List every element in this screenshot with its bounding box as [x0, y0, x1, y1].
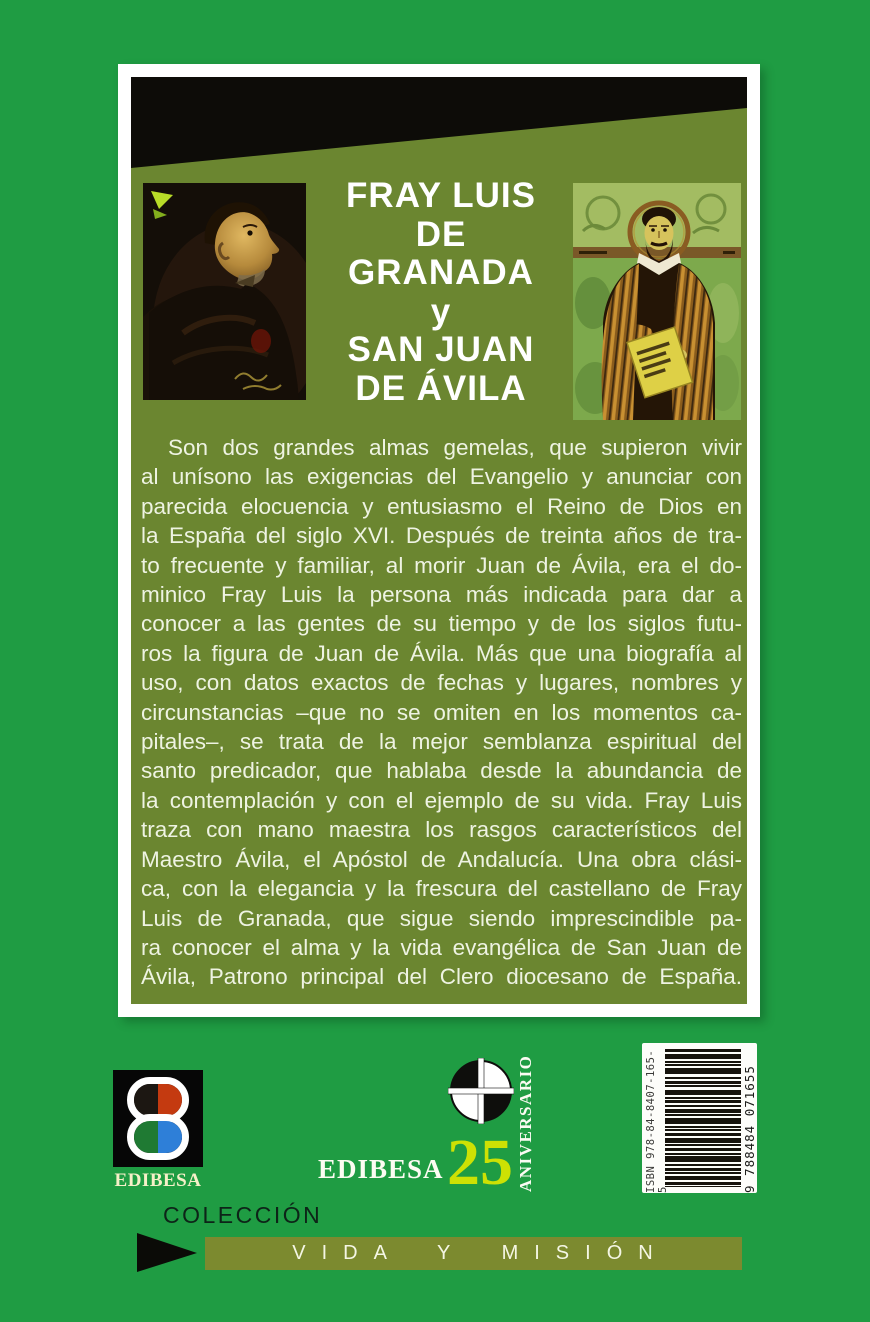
synopsis-line: ros la figura de Juan de Ávila. Más que una biografía al: [141, 640, 742, 666]
cover-card: [118, 64, 760, 1017]
synopsis-line: ca, con la elegancia y la frescura del castellano de Fray: [141, 876, 742, 902]
series-title: VIDA Y MISIÓN: [292, 1242, 669, 1264]
book-title-line: GRANADA: [348, 253, 534, 292]
book-title-line: DE: [415, 214, 467, 254]
edibesa-logo-bottom-pill: [127, 1114, 189, 1160]
synopsis-line: la España del siglo XVI. Después de treinta años de tra-: [141, 523, 742, 549]
anniversary-publisher: EDIBESA: [318, 1154, 444, 1184]
isbn-barcode: [642, 1043, 757, 1193]
collection-label: COLECCIÓN: [163, 1202, 323, 1228]
collection-arrow-icon: [137, 1233, 197, 1272]
cover-panel: [131, 77, 747, 1004]
edibesa-logo-icon: [113, 1070, 203, 1167]
barcode-bars: [665, 1049, 741, 1187]
anniversary-cross-circle-icon: [448, 1058, 514, 1124]
synopsis-line: Maestro Ávila, el Apóstol de Andalucía. Una obra clási-: [141, 846, 742, 872]
isbn-text: ISBN 978-84-8407-165-5: [645, 1049, 669, 1193]
synopsis-text: [141, 433, 742, 992]
book-title-line: DE ÁVILA: [355, 368, 527, 408]
synopsis-line: uso, con datos exactos de fechas y lugares, nombres y: [141, 670, 742, 696]
synopsis-line: la contemplación y con el ejemplo de su vida. Fray Luis: [141, 787, 742, 813]
book-title-line: SAN JUAN: [347, 330, 535, 369]
book-title-line: FRAY LUIS: [346, 176, 536, 215]
edibesa-wordmark: EDIBESA: [114, 1170, 202, 1191]
synopsis-line: santo predicador, que hablaba desde la abundancia de: [141, 758, 742, 784]
synopsis-line: Ávila, Patrono principal del Clero diocesano de España.: [141, 964, 742, 990]
anniversary-word: ANIVERSARIO: [516, 1054, 535, 1192]
black-diagonal-band: [131, 77, 747, 168]
book-title-line: y: [430, 291, 452, 331]
anniversary-emblem: [318, 1050, 568, 1200]
synopsis-line: conocer a las gentes de su tiempo y de los siglos futu-: [141, 611, 742, 637]
fray-luis-portrait-image: [143, 183, 306, 400]
synopsis-line: Luis de Granada, que sigue siendo imprescindible pa-: [141, 905, 742, 931]
anniversary-number: 25: [447, 1126, 513, 1199]
synopsis-line: ra conocer el alma y la vida evangélica de San Juan de: [141, 934, 742, 960]
barcode-number: 9 788484 071655: [742, 1065, 757, 1193]
series-band: [205, 1237, 742, 1270]
synopsis-line: Son dos grandes almas gemelas, que supieron vivir: [168, 435, 742, 460]
synopsis-line: to frecuente y familiar, al morir Juan de Ávila, era el do-: [141, 552, 742, 578]
synopsis-line: pitales–, se trata de la mejor semblanza espiritual del: [141, 729, 742, 755]
synopsis-line: al unísono las exigencias del Evangelio y anunciar con: [141, 464, 742, 490]
synopsis-line: parecida elocuencia y entusiasmo el Reino de Dios en: [141, 493, 742, 519]
book-title: [306, 177, 576, 408]
barcode-bar: [665, 1186, 741, 1187]
san-juan-portrait-image: [573, 183, 741, 420]
synopsis-line: minico Fray Luis la persona más indicada para dar a: [141, 582, 742, 608]
synopsis-line: circunstancias –que no se omiten en los momentos ca-: [141, 699, 742, 725]
synopsis-line: traza con mano maestra los rasgos característicos del: [141, 817, 742, 843]
